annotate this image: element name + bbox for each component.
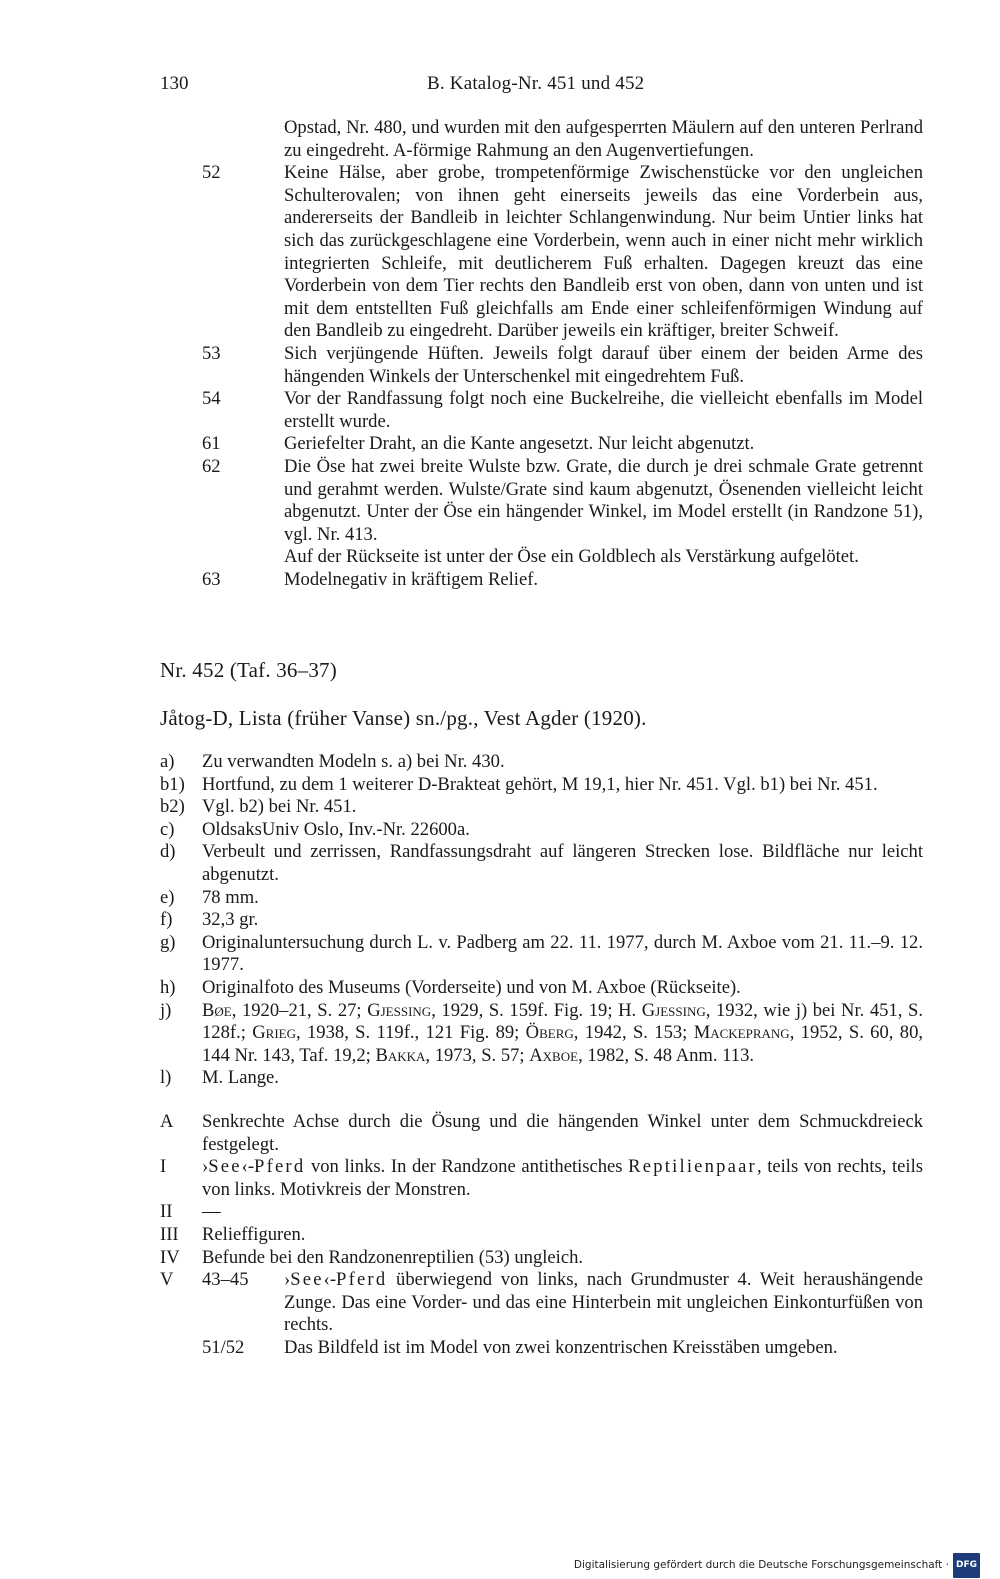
- section-I: [0, 1156, 1000, 1201]
- section-key: I: [160, 1156, 167, 1178]
- section-text: Befunde bei den Randzonenreptilien (53) ungleich.: [202, 1246, 584, 1268]
- digitization-footer: [574, 1553, 980, 1578]
- note-text: Opstad, Nr. 480, und wurden mit den aufgesperrten Mäulern auf den unteren Perlrand zu eingedreht. A-förmige Rahmung an den Augenvertiefungen.: [284, 117, 923, 161]
- citation: , 1938, S. 119f., 121 Fig. 89;: [296, 1022, 526, 1044]
- field-text: Originaluntersuchung durch L. v. Padberg am 22. 11. 1977, durch M. Axboe vom 21. 11.–9. 12. 1977.: [202, 931, 923, 976]
- quote-mark: ›: [202, 1156, 209, 1178]
- field-d: [0, 841, 1000, 886]
- field-c: [0, 819, 1000, 842]
- field-key: f): [160, 909, 173, 931]
- author-name: Öberg: [525, 1022, 574, 1044]
- section-text: [202, 1156, 923, 1201]
- field-text: OldsaksUniv Oslo, Inv.-Nr. 22600a.: [202, 818, 470, 840]
- note-row: [0, 569, 1000, 592]
- field-key: h): [160, 976, 176, 998]
- section-A: [0, 1111, 1000, 1156]
- author-name: Grieg: [252, 1022, 297, 1044]
- entry-title: Nr. 452 (Taf. 36–37): [160, 658, 337, 682]
- field-b1: [0, 774, 1000, 797]
- text-run: von links. In der Randzone antithetisches: [305, 1156, 629, 1178]
- section-V-sub: [0, 1337, 1000, 1360]
- note-text: Vor der Randfassung folgt noch eine Buckelreihe, die vielleicht ebenfalls im Model erstellt wurde.: [284, 388, 923, 432]
- author-name: Bøe: [202, 999, 232, 1021]
- section-V: [0, 1269, 1000, 1337]
- note-number: 52: [202, 162, 221, 184]
- footer-text: Digitalisierung gefördert durch die Deutsche Forschungsgemeinschaft ·: [573, 1559, 949, 1571]
- field-key: g): [160, 931, 176, 953]
- section-key: V: [160, 1269, 174, 1291]
- note-number: 61: [202, 433, 221, 455]
- section-key: II: [160, 1201, 173, 1223]
- citation: , 1932, wie j) bei Nr. 451, S. 128f.;: [202, 999, 923, 1044]
- note-number: 53: [202, 342, 221, 364]
- field-j-bibliography: [0, 1000, 1000, 1068]
- spaced-term: Pferd: [254, 1156, 306, 1178]
- field-g: [0, 932, 1000, 977]
- dfg-logo: DFG: [953, 1553, 980, 1578]
- note-text: Die Öse hat zwei breite Wulste bzw. Grate, die durch je drei schmale Grate getrennt und gerahmt werden. Wulste/Grate sind kaum abgenutzt, Ösenenden vielleicht leicht abgenutzt. Unter der Öse ein hängender Winkel, im Model erstellt (in Randzone 51), vgl. Nr. 413.: [284, 455, 923, 545]
- running-head: B. Katalog-Nr. 451 und 452: [427, 73, 645, 94]
- section-III: [0, 1224, 1000, 1247]
- field-key: a): [160, 751, 175, 772]
- field-key: b2): [160, 796, 185, 818]
- note-row: [0, 456, 1000, 546]
- note-text: Geriefelter Draht, an die Kante angesetzt. Nur leicht abgenutzt.: [284, 433, 755, 455]
- note-row: [0, 343, 1000, 388]
- note-row: [0, 162, 1000, 343]
- bibliography-text: [202, 1000, 923, 1068]
- field-text: Verbeult und zerrissen, Randfassungsdraht auf längeren Strecken lose. Bildfläche nur leicht abgenutzt.: [202, 841, 923, 885]
- citation: , 1929, S. 159f. Fig. 19; H.: [431, 999, 642, 1021]
- author-name: Gjessing: [641, 999, 706, 1021]
- field-text: Vgl. b2) bei Nr. 451.: [202, 796, 357, 818]
- field-text: M. Lange.: [202, 1067, 279, 1089]
- field-b2: [0, 796, 1000, 819]
- note-text: Modelnegativ in kräftigem Relief.: [284, 568, 539, 590]
- spaced-term: Pferd: [336, 1269, 388, 1291]
- text-run: überwiegend von links, nach Grundmuster 4. Weit heraushängende Zunge. Das eine Vorder- und das eine Hinterbein mit ungleichen Einkonturfüßen von rechts.: [284, 1269, 923, 1336]
- citation: , 1920–21, S. 27;: [231, 999, 368, 1021]
- note-number: 63: [202, 568, 221, 590]
- note-row: [0, 388, 1000, 433]
- notes-block: [0, 117, 1000, 591]
- field-key: c): [160, 818, 175, 840]
- field-h: [0, 977, 1000, 1000]
- sub-number: 43–45: [202, 1269, 249, 1291]
- note-number: 54: [202, 388, 221, 410]
- section-text: Das Bildfeld ist im Model von zwei konzentrischen Kreisstäben umgeben.: [284, 1336, 838, 1358]
- quote-mark: ‹-: [323, 1269, 337, 1291]
- citation: , 1973, S. 57;: [425, 1044, 530, 1066]
- field-text: Hortfund, zu dem 1 weiterer D-Brakteat gehört, M 19,1, hier Nr. 451. Vgl. b1) bei Nr. 451.: [202, 773, 878, 795]
- field-text: Originalfoto des Museums (Vorderseite) und von M. Axboe (Rückseite).: [202, 976, 741, 998]
- field-text: Zu verwandten Modeln s. a) bei Nr. 430.: [202, 751, 505, 772]
- section-text: Relieffiguren.: [202, 1223, 306, 1245]
- section-key: A: [160, 1111, 174, 1132]
- field-f: [0, 909, 1000, 932]
- note-text: Sich verjüngende Hüften. Jeweils folgt darauf über einem der beiden Arme des hängenden Winkels der Unterschenkel mit eingedrehtem Fuß.: [284, 342, 923, 387]
- analysis-sections: [0, 1111, 1000, 1360]
- spaced-term: See: [208, 1156, 242, 1178]
- note-row: [0, 433, 1000, 456]
- field-key: l): [160, 1067, 172, 1089]
- page-number: 130: [160, 73, 189, 94]
- quote-mark: ›: [284, 1269, 291, 1291]
- text-run: , teils von rechts, teils von links. Motivkreis der Monstren.: [202, 1156, 923, 1200]
- note-text: Keine Hälse, aber grobe, trompetenförmige Zwischenstücke vor den ungleichen Schulterovalen; von ihnen geht einerseits jeweils das eine Vorderbein aus, andererseits der Bandleib in leichter Schlangenwindung. Nur beim Untier links hat sich das zurückgeschlagene eine Vorderbein, wenn auch in einer nicht mehr wirklich integrierten Schleife, mit deutlicherem Fuß erhalten. Dagegen kreuzt das eine Vorderbein von dem Tier rechts den Bandleib erst von oben, dann von unten und ist mit dem entstellten Fuß gleichfalls am Ende einer schleifenförmigen Windung auf den Bandleib zu eingedreht. Darüber jeweils ein kräftiger, breiter Schweif.: [284, 162, 923, 342]
- section-text: Senkrechte Achse durch die Ösung und die hängenden Winkel unter dem Schmuckdreieck festgelegt.: [202, 1111, 923, 1155]
- field-key: b1): [160, 773, 185, 795]
- field-e: [0, 887, 1000, 910]
- field-a: [0, 751, 1000, 774]
- citation: , 1952, S. 60, 80, 144 Nr. 143, Taf. 19,2;: [202, 1022, 924, 1066]
- spaced-term: Reptilienpaar: [628, 1156, 757, 1178]
- note-text: Auf der Rückseite ist unter der Öse ein Goldblech als Verstärkung aufgelötet.: [284, 546, 859, 568]
- section-text: [284, 1269, 923, 1337]
- section-II: [0, 1201, 1000, 1224]
- field-key: e): [160, 886, 175, 908]
- catalog-fields: [0, 751, 1000, 1090]
- note-row: [0, 546, 1000, 569]
- citation: , 1942, S. 153;: [573, 1022, 694, 1044]
- field-key: j): [160, 999, 172, 1021]
- note-row: [0, 117, 1000, 162]
- section-key: IV: [160, 1246, 180, 1268]
- field-l: [0, 1067, 1000, 1090]
- citation: , 1982, S. 48 Anm. 113.: [578, 1044, 755, 1066]
- section-key: III: [160, 1223, 179, 1245]
- quote-mark: ‹-: [241, 1156, 255, 1178]
- spaced-term: See: [290, 1269, 324, 1291]
- section-text: —: [202, 1201, 221, 1223]
- author-name: Axboe: [529, 1044, 579, 1066]
- author-name: Bakka: [375, 1044, 426, 1066]
- author-name: Gjessing: [367, 999, 432, 1021]
- field-text: 32,3 gr.: [202, 909, 259, 931]
- field-key: d): [160, 841, 176, 863]
- author-name: Mackeprang: [693, 1022, 790, 1044]
- sub-number: 51/52: [202, 1336, 245, 1358]
- field-text: 78 mm.: [202, 886, 259, 908]
- entry-location: Jåtog-D, Lista (früher Vanse) sn./pg., Vest Agder (1920).: [160, 706, 647, 730]
- section-IV: [0, 1247, 1000, 1270]
- note-number: 62: [202, 455, 221, 477]
